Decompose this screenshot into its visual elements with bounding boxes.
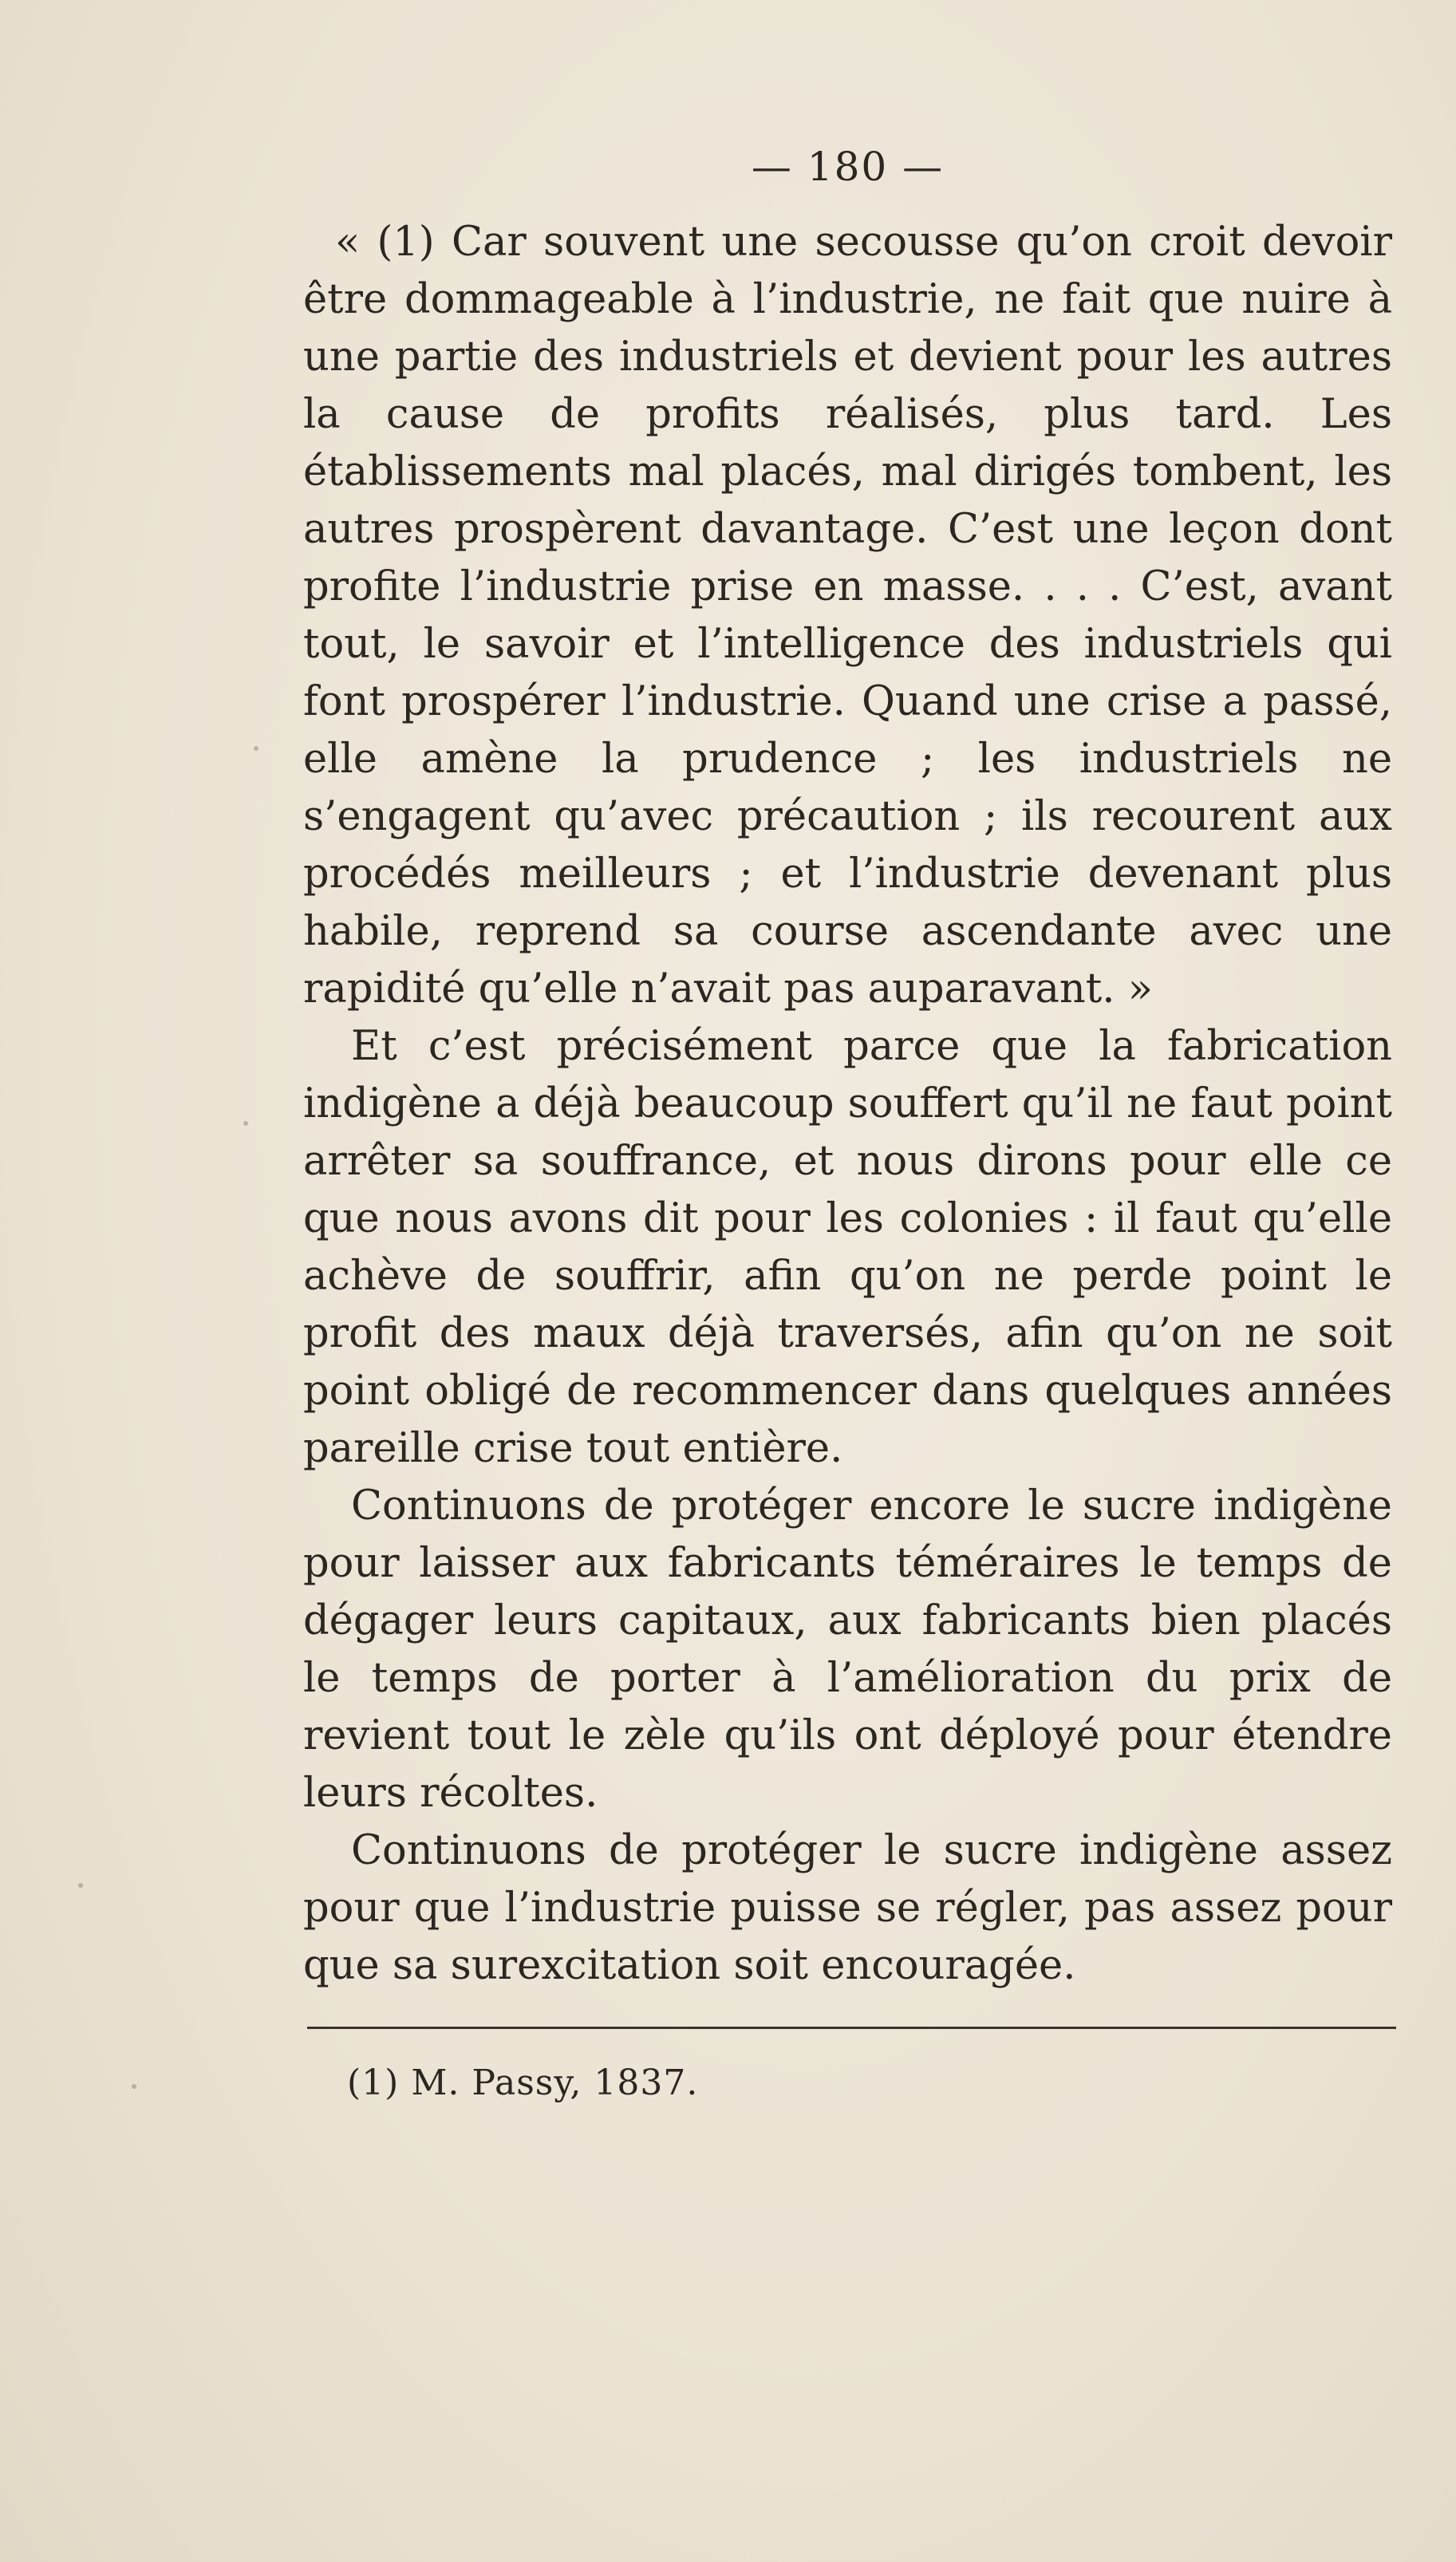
page-body <box>303 144 1392 1995</box>
footnote-divider <box>307 2027 1396 2029</box>
paper-speck <box>254 746 258 751</box>
paragraph-2: Et c’est précisément parce que la fabrication indigène a déjà beaucoup souffert qu’il ne faut point arrêter sa souffrance, et nous dirons pour elle ce que nous avons dit pour les colonies : il faut qu’elle achève de souffrir, afin qu’on ne perde point le profit des maux déjà traversés, afin qu’on ne soit point obligé de recommencer dans quelques années pareille crise tout entière. <box>303 1023 1392 1472</box>
paper-speck <box>78 1883 83 1888</box>
footnote: (1) M. Passy, 1837. <box>347 2063 699 2103</box>
paper-speck <box>243 1121 248 1126</box>
paper-speck <box>132 2084 136 2089</box>
paragraph-3: Continuons de protéger encore le sucre indigène pour laisser aux fabricants téméraires le temps de dégager leurs capitaux, aux fabricants bien placés le temps de porter à l’amélioration du prix de revient tout le zèle qu’ils ont déployé pour étendre leurs récoltes. <box>303 1482 1392 1817</box>
paragraph-quote: « (1) Car souvent une secousse qu’on croit devoir être dommageable à l’industrie, ne fait que nuire à une partie des industriels et devient pour les autres la cause de profits réalisés, plus tard. Les établissements mal placés, mal dirigés tombent, les autres prospèrent davantage. C’est une leçon dont profite l’industrie prise en masse. . . . C’est, avant tout, le savoir et l’intelligence des industriels qui font prospérer l’industrie. Quand une crise a passé, elle amène la prudence ; les industriels ne s’engagent qu’avec précaution ; ils recourent aux procédés meilleurs ; et l’industrie devenant plus habile, reprend sa course ascendante avec une rapidité qu’elle n’avait pas auparavant. » <box>303 219 1392 1013</box>
page-number: — 180 — <box>751 144 945 190</box>
paragraph-4: Continuons de protéger le sucre indigène assez pour que l’industrie puisse se régler, pas assez pour que sa surexcitation soit encouragée. <box>303 1827 1392 1989</box>
